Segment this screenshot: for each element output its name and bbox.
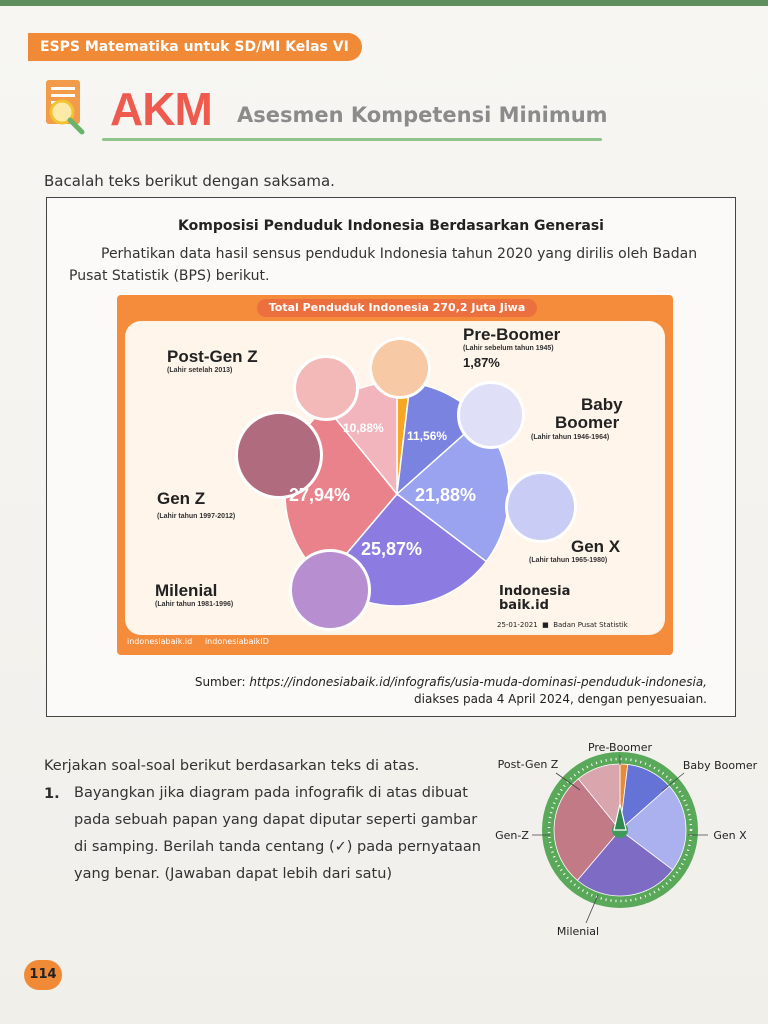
avatar-gen-x <box>505 471 577 543</box>
label-post-gen-z: Post-Gen Z <box>167 347 258 366</box>
wheel-label-baby-boomer: Baby Boomer <box>682 759 758 772</box>
brand-date: 25-01-2021 <box>497 621 538 629</box>
label-baby-boomer-1: Baby <box>581 395 623 414</box>
avatar-baby-boomer <box>457 381 525 449</box>
question-1-number: 1. <box>44 786 60 802</box>
brand-publisher: Badan Pusat Statistik <box>553 621 628 629</box>
brand-date-line: 25-01-2021 ■ Badan Pusat Statistik <box>497 621 628 629</box>
label-pre-boomer-sub: (Lahir sebelum tahun 1945) <box>463 345 554 352</box>
document-magnifier-icon <box>40 78 90 136</box>
source-note: diakses pada 4 April 2024, dengan penyesuaian. <box>414 692 707 706</box>
footer-social-2: indonesiabaikID <box>204 637 269 646</box>
box-paragraph: Perhatikan data hasil sensus penduduk Indonesia tahun 2020 yang dirilis oleh Badan Pusat Statistik (BPS) berikut. <box>69 246 698 284</box>
section-title: AKM <box>110 83 212 135</box>
wheel-label-pre-boomer: Pre-Boomer <box>587 741 653 754</box>
label-gen-x-sub: (Lahir tahun 1965-1980) <box>529 557 608 564</box>
label-gen-x: Gen X <box>571 537 621 556</box>
infographic-heading: Total Penduduk Indonesia 270,2 Juta Jiwa <box>257 299 537 317</box>
wheel-label-gen-z: Gen-Z <box>495 829 529 842</box>
social-footer <box>127 637 269 646</box>
top-strip <box>0 0 768 6</box>
wheel-label-post-gen-z: Post-Gen Z <box>497 758 559 771</box>
source-label: Sumber: <box>194 675 250 689</box>
page-number: 114 <box>24 960 62 990</box>
pct-baby-boomer: 11,56% <box>407 429 448 443</box>
pct-post-gen-z: 10,88% <box>343 421 384 435</box>
label-pre-boomer: Pre-Boomer <box>463 325 561 344</box>
brand-line-1: Indonesia <box>499 584 571 599</box>
footer-social: indonesiabaik.id <box>127 637 193 646</box>
pct-gen-x: 21,88% <box>415 485 477 505</box>
avatar-post-gen-z <box>293 355 359 421</box>
label-milenial: Milenial <box>155 581 218 600</box>
avatar-pre-boomer <box>369 337 431 399</box>
book-title-band: ESPS Matematika untuk SD/MI Kelas VI <box>28 33 362 61</box>
box-title: Komposisi Penduduk Indonesia Berdasarkan Generasi <box>178 218 604 234</box>
label-milenial-sub: (Lahir tahun 1981-1996) <box>155 601 234 608</box>
section-underline <box>102 138 602 141</box>
label-gen-z: Gen Z <box>157 489 206 508</box>
avatar-milenial <box>289 549 371 631</box>
label-pre-boomer-pct: 1,87% <box>463 355 500 370</box>
infographic <box>117 295 673 655</box>
spinning-wheel-diagram <box>490 735 766 940</box>
label-post-gen-z-sub: (Lahir setelah 2013) <box>167 367 233 374</box>
label-gen-z-sub: (Lahir tahun 1997-2012) <box>157 513 236 520</box>
questions-intro: Kerjakan soal-soal berikut berdasarkan teks di atas. <box>44 758 420 774</box>
source-url: https://indonesiabaik.id/infografis/usia-muda-dominasi-penduduk-indonesia, <box>249 675 707 689</box>
section-subtitle: Asesmen Kompetensi Minimum <box>237 103 608 127</box>
reading-box <box>46 197 736 717</box>
pct-milenial: 25,87% <box>361 539 423 559</box>
brand-line-2: baik.id <box>499 598 549 613</box>
pct-gen-z: 27,94% <box>289 485 351 505</box>
label-baby-boomer-sub: (Lahir tahun 1946-1964) <box>531 434 610 441</box>
wheel-label-milenial: Milenial <box>556 925 600 938</box>
wheel-label-gen-x: Gen X <box>713 829 747 842</box>
brand-logo <box>499 585 570 613</box>
question-1-text: Bayangkan jika diagram pada infografik di atas dibuat pada sebuah papan yang dapat diputar seperti gambar di samping. Berilah tanda centang (✓) pada pernyataan yang benar. (Jawaban dapat lebih dari satu) <box>74 785 481 882</box>
intro-text: Bacalah teks berikut dengan saksama. <box>44 172 335 190</box>
label-baby-boomer-2: Boomer <box>555 413 620 432</box>
source-citation <box>47 674 707 708</box>
